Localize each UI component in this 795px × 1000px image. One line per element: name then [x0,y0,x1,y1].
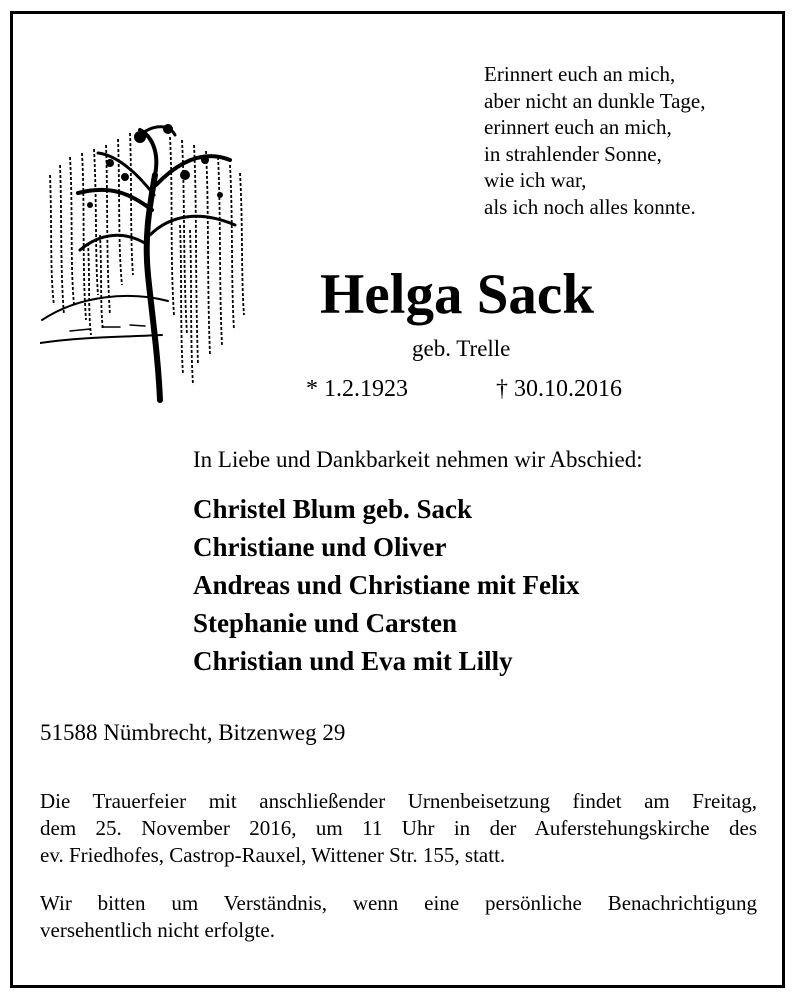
death-date: † 30.10.2016 [496,376,622,402]
birth-date: * 1.2.1923 [306,376,408,402]
poem-line: Erinnert euch an mich, [484,62,676,86]
farewell-intro: In Liebe und Dankbarkeit nehmen wir Abschied: [193,447,643,472]
ceremony-notice [40,788,757,869]
family-address: 51588 Nümbrecht, Bitzenweg 29 [40,720,346,745]
mourner-name: Christel Blum geb. Sack [193,494,473,524]
deceased-name: Helga Sack [320,263,594,326]
mourner-name: Stephanie und Carsten [193,608,458,638]
ceremony-line: Die Trauerfeier mit anschließender Urnenbeisetzung findet am Freitag, [40,789,757,813]
mourner-name: Christiane und Oliver [193,532,447,562]
mourner-name: Andreas und Christiane mit Felix [193,570,580,600]
mourner-list [193,490,580,680]
note-line: versehentlich nicht erfolgte. [40,918,275,942]
weeping-willow-icon [40,115,265,405]
ceremony-line: ev. Friedhofes, Castrop-Rauxel, Wittener Str. 155, statt. [40,843,506,867]
mourner-name: Christian und Eva mit Lilly [193,646,513,676]
poem-line: als ich noch alles konnte. [484,194,696,219]
apology-note [40,890,757,944]
poem-line: wie ich war, [484,168,587,192]
poem-line: in strahlender Sonne, [484,141,662,166]
poem-line: aber nicht an dunkle Tage, [484,88,706,113]
ceremony-line: dem 25. November 2016, um 11 Uhr in der Auferstehungskirche des [40,816,757,840]
maiden-name: geb. Trelle [412,336,511,361]
note-line: Wir bitten um Verständnis, wenn eine persönliche Benachrichtigung [40,891,757,915]
memorial-poem [484,61,705,220]
poem-line: erinnert euch an mich, [484,115,672,139]
